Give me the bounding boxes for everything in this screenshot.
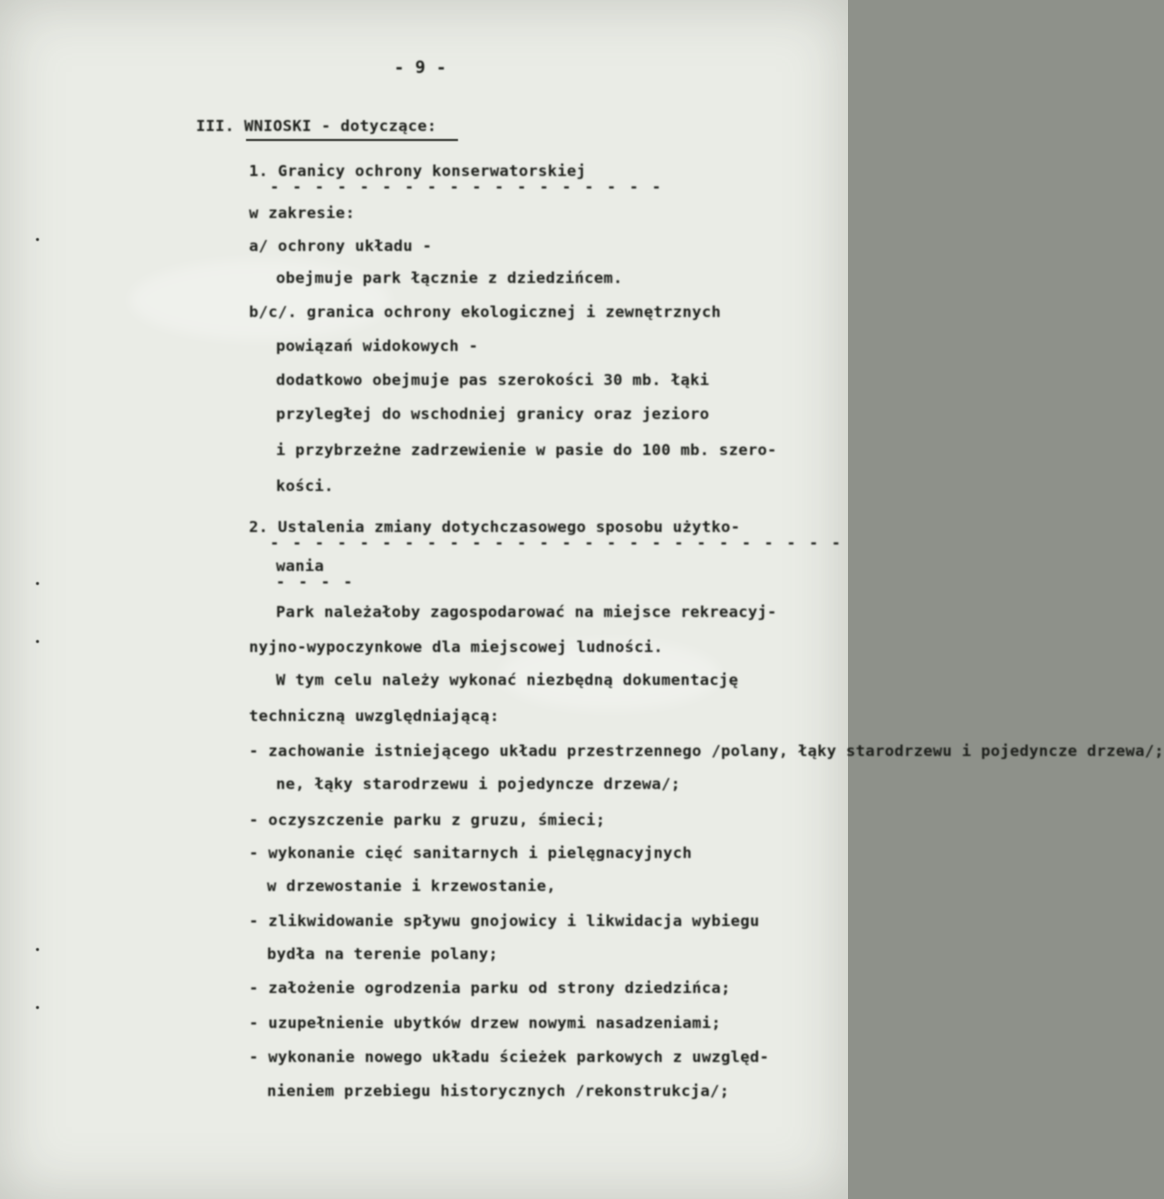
punch-mark	[36, 948, 39, 951]
item1-line: powiązań widokowych -	[276, 337, 479, 355]
item1-line: obejmuje park łącznie z dziedzińcem.	[276, 269, 623, 287]
body-line: Park należałoby zagospodarować na miejsce rekreacyj-	[276, 603, 777, 621]
bullet-item: - zlikwidowanie spływu gnojowicy i likwidacja wybiegu	[249, 912, 760, 930]
bullet-item: - oczyszczenie parku z gruzu, śmieci;	[249, 811, 606, 829]
item1-line: a/ ochrony układu -	[249, 237, 433, 255]
page-number: - 9 -	[394, 58, 447, 78]
punch-mark	[36, 582, 39, 585]
bullet-item-continued: w drzewostanie i krzewostanie,	[267, 877, 556, 895]
item2-underline: - - - - - - - - - - - - - - - - - - - - - - - - - -	[270, 534, 843, 552]
punch-mark	[36, 1006, 39, 1009]
bullet-item: - wykonanie nowego układu ścieżek parkowych z uwzględ-	[249, 1048, 770, 1066]
section-heading: III. WNIOSKI - dotyczące:	[196, 117, 437, 135]
item2-underline-continued: - - - -	[276, 573, 355, 591]
punch-mark	[36, 640, 39, 643]
item2-heading: 2. Ustalenia zmiany dotychczasowego sposobu użytko-	[249, 518, 741, 536]
item1-underline: - - - - - - - - - - - - - - - - - -	[270, 178, 664, 196]
body-line: techniczną uwzględniającą:	[249, 707, 500, 725]
bullet-item: - zachowanie istniejącego układu przestrzennego /polany, łąky starodrzewu i pojedyncze drzewa/;	[249, 742, 1164, 760]
bullet-item: - wykonanie cięć sanitarnych i pielęgnacyjnych	[249, 844, 693, 862]
item1-heading: 1. Granicy ochrony konserwatorskiej	[249, 162, 587, 180]
item2-heading-continued: wania	[276, 557, 325, 575]
bullet-item-continued: nieniem przebiegu historycznych /rekonstrukcja/;	[267, 1082, 730, 1100]
body-line: nyjno-wypoczynkowe dla miejscowej ludności.	[249, 638, 664, 656]
item1-line: kości.	[276, 477, 334, 495]
punch-mark	[36, 238, 39, 241]
bullet-item: - założenie ogrodzenia parku od strony dziedzińca;	[249, 979, 731, 997]
body-line: W tym celu należy wykonać niezbędną dokumentację	[276, 671, 739, 689]
item1-line: i przybrzeżne zadrzewienie w pasie do 100 mb. szero-	[276, 441, 777, 459]
item1-line: w zakresie:	[249, 204, 355, 222]
section-heading-underline	[246, 139, 458, 141]
item1-line: przyległej do wschodniej granicy oraz jezioro	[276, 405, 710, 423]
item1-line: dodatkowo obejmuje pas szerokości 30 mb. łąki	[276, 371, 710, 389]
bullet-item: - uzupełnienie ubytków drzew nowymi nasadzeniami;	[249, 1014, 721, 1032]
item1-line: b/c/. granica ochrony ekologicznej i zewnętrznych	[249, 303, 721, 321]
bullet-item-continued: bydła na terenie polany;	[267, 945, 499, 963]
bullet-item-continued: ne, łąky starodrzewu i pojedyncze drzewa/;	[276, 775, 681, 793]
